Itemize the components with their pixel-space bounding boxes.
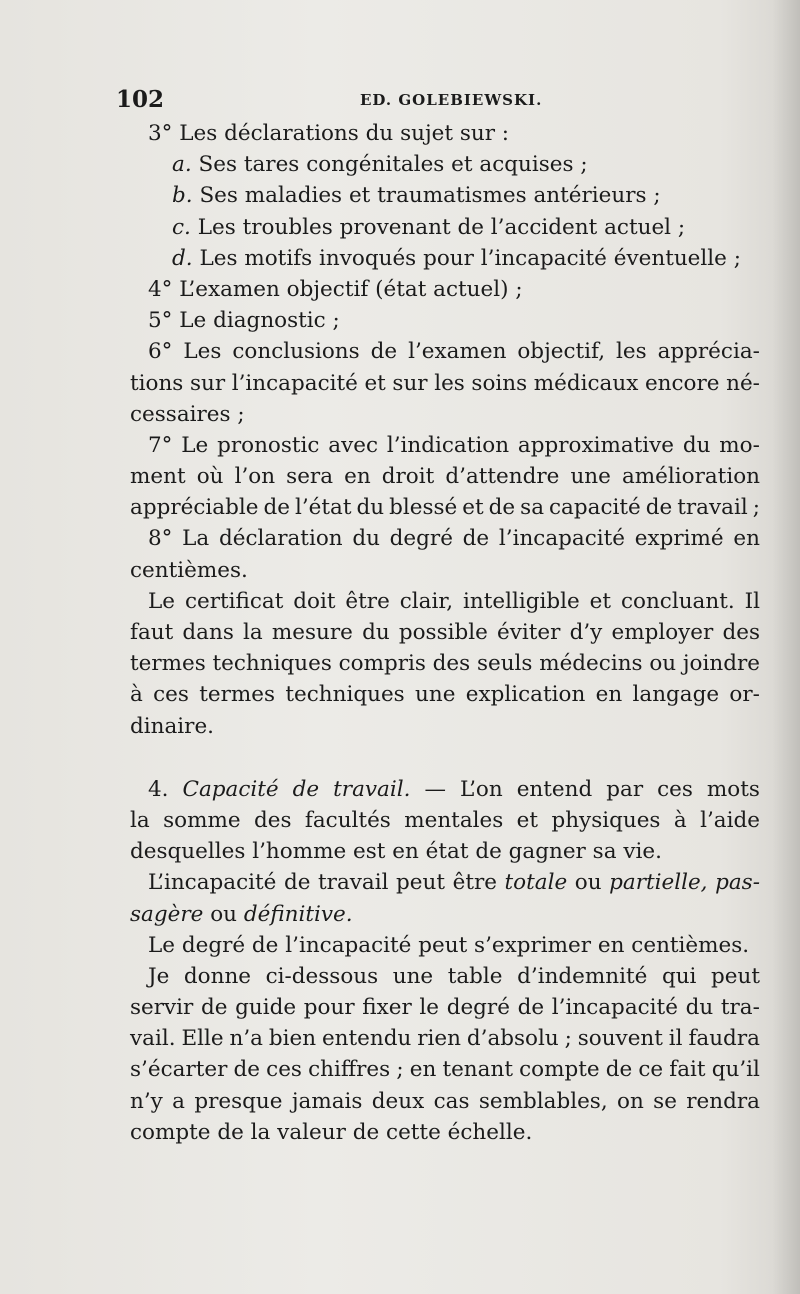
text-line: desquelles l’homme est en état de gagner sa vie. <box>130 839 662 865</box>
text-line: faut dans la mesure du possible éviter d’y employer des <box>130 620 760 645</box>
text-line: tions sur l’incapacité et sur les soins médicaux encore né- <box>130 370 760 396</box>
text-line: 8° La déclaration du degré de l’incapacité exprimé en <box>148 526 760 552</box>
text-line: Je donne ci-dessous une table d’indemnité qui peut <box>148 963 760 989</box>
text-line: la somme des facultés mentales et physiques à l’aide <box>130 807 760 833</box>
text-line: vail. Elle n’a bien entendu rien d’absolu ; souvent il faudra <box>130 1026 760 1052</box>
text-line: cessaires ; <box>130 401 245 427</box>
text-line: s’écarter de ces chiffres ; en tenant compte de ce fait qu’il <box>130 1057 760 1083</box>
text-line: 6° Les conclusions de l’examen objectif, les apprécia- <box>148 339 760 365</box>
text-line: à ces termes techniques une explication en langage or- <box>130 682 760 708</box>
text-line: c. Les troubles provenant de l’accident actuel ; <box>172 214 686 240</box>
page-header <box>116 86 766 116</box>
text-line: b. Ses maladies et traumatismes antérieurs ; <box>172 183 661 209</box>
body-text <box>130 118 760 1148</box>
text-line: sagère ou définitive. <box>130 901 353 927</box>
text-line: L’incapacité de travail peut être totale ou partielle, pas- <box>148 870 760 896</box>
text-line: 7° Le pronostic avec l’indication approximative du mo- <box>148 432 760 458</box>
page-edge-shadow <box>772 0 800 1294</box>
text-line: Le certificat doit être clair, intelligible et concluant. Il <box>148 588 760 614</box>
text-line: appréciable de l’état du blessé et de sa capacité de travail ; <box>130 495 760 521</box>
section-heading-line: 4. Capacité de travail. — L’on entend par ces mots <box>148 776 760 802</box>
text-line: centièmes. <box>130 557 248 583</box>
running-head: ED. GOLEBIEWSKI. <box>360 91 543 109</box>
text-line: compte de la valeur de cette échelle. <box>130 1119 533 1145</box>
page-number: 102 <box>116 86 165 113</box>
text-line: ment où l’on sera en droit d’attendre une amélioration <box>130 464 760 490</box>
text-line: Le degré de l’incapacité peut s’exprimer en centièmes. <box>148 932 750 958</box>
section-gap <box>130 742 760 774</box>
text-line: d. Les motifs invoqués pour l’incapacité éventuelle ; <box>172 245 741 271</box>
text-line: servir de guide pour fixer le degré de l’incapacité du tra- <box>130 995 760 1021</box>
text-line: 5° Le diagnostic ; <box>148 308 340 334</box>
text-line: 3° Les déclarations du sujet sur : <box>148 121 510 146</box>
text-line: a. Ses tares congénitales et acquises ; <box>172 152 588 178</box>
text-line: n’y a presque jamais deux cas semblables, on se rendra <box>130 1088 760 1114</box>
text-line: dinaire. <box>130 713 215 739</box>
text-line: 4° L’examen objectif (état actuel) ; <box>148 276 523 302</box>
text-line: termes techniques compris des seuls médecins ou joindre <box>130 651 760 677</box>
